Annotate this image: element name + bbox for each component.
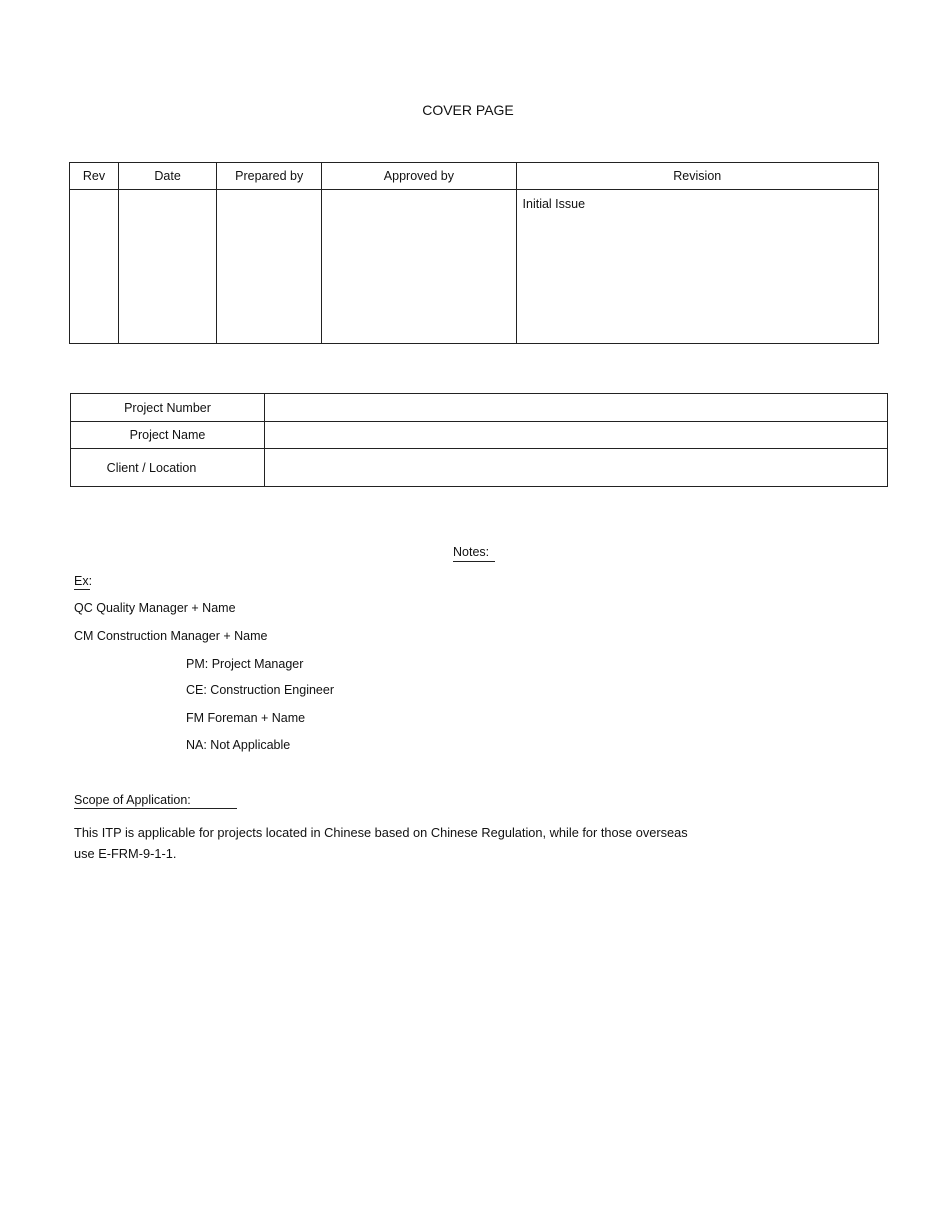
col-header-approved-by: Approved by [322,163,516,190]
project-name-label: Project Name [71,422,265,449]
cell-prepared-by [217,190,322,344]
table-row [71,394,888,422]
table-row [71,422,888,449]
note-pm: PM: Project Manager [186,657,304,671]
project-number-label: Project Number [71,394,265,422]
scope-text: This ITP is applicable for projects located in Chinese based on Chinese Regulation, while for those overseas use E-FRM-9-1-1. [74,825,688,861]
project-info-table [70,393,888,487]
col-header-prepared-by: Prepared by [217,163,322,190]
cell-rev [70,190,119,344]
page-title: COVER PAGE [422,102,514,118]
note-cm: CM Construction Manager + Name [74,629,268,643]
client-location-label: Client / Location [71,449,265,487]
note-fm: FM Foreman + Name [186,711,306,725]
cell-revision [516,190,878,344]
client-location-value [265,449,888,487]
col-header-revision: Revision [516,163,878,190]
revision-text: Initial Issue [522,197,586,211]
ex-underline [74,589,90,590]
cell-date [119,190,217,344]
scope-heading: Scope of Application: [74,793,237,809]
notes-heading: Notes: [453,545,495,562]
project-number-value [265,394,888,422]
table-row [70,190,879,344]
project-name-value [265,422,888,449]
table-row [71,449,888,487]
note-qc: QC Quality Manager + Name [74,601,236,615]
ex-label: Ex: [74,574,93,588]
note-na: NA: Not Applicable [186,738,291,752]
col-header-date: Date [119,163,217,190]
col-header-rev: Rev [70,163,119,190]
cell-approved-by [322,190,516,344]
note-ce: CE: Construction Engineer [186,683,334,697]
revision-table-header [70,163,879,190]
revision-table [69,162,879,344]
